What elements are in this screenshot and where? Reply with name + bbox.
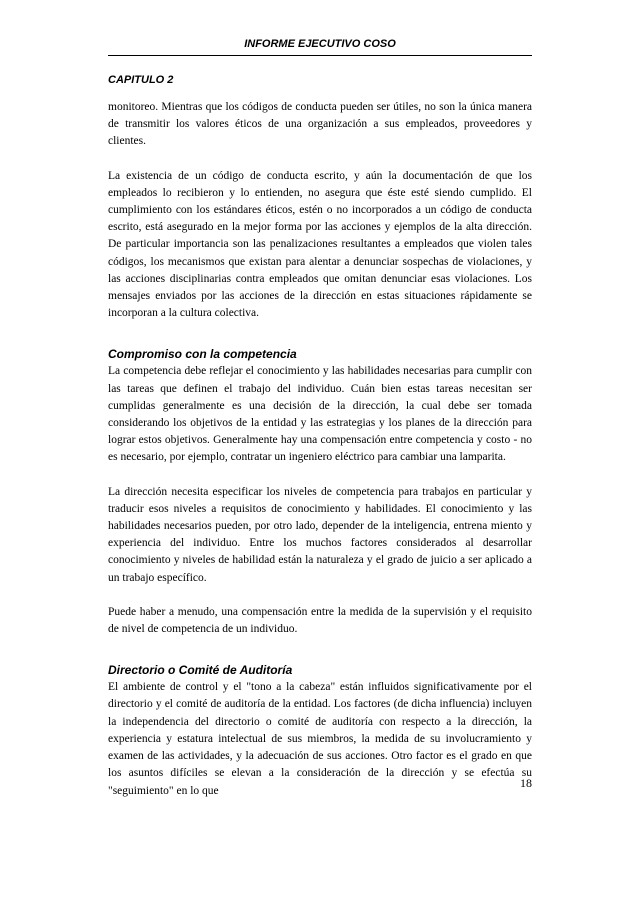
running-header: INFORME EJECUTIVO COSO (244, 38, 396, 50)
paragraph: La dirección necesita especificar los niveles de competencia para trabajos en particular y traducir esos niveles a requisitos de conocimiento y habilidades. El conocimiento y las habilidades necesarios pueden, por otro lado, depender de la inteligencia, entrena miento y experiencia del individuo. Entre los muchos factores considerados al desarrollar conocimiento y niveles de habilidad están la naturaleza y el grado de juicio a ser aplicado a un trabajo específico. (108, 485, 532, 584)
paragraph: La existencia de un código de conducta escrito, y aún la documentación de que los empleados lo recibieron y lo entienden, no asegura que éste esté siendo cumplido. El cumplimiento con los estándares éticos, estén o no incorporados a un código de conducta escrito, está asegurado en la mejor forma por las acciones y ejemplos de la alta dirección. De particular importancia son las penalizaciones resultantes a empleados que violen tales códigos, los mecanismos que existan para alentar a denunciar sospechas de violaciones, y las acciones disciplinarias contra empleados que omitan denunciar esas violaciones. Los mensajes enviados por las acciones de la dirección en estas situaciones rápidamente se incorporan a la cultura colectiva. (108, 169, 532, 320)
section-heading: Directorio o Comité de Auditoría (108, 663, 293, 678)
page-number: 18 (520, 776, 532, 790)
paragraph: La competencia debe reflejar el conocimiento y las habilidades necesarias para cumplir con las tareas que definen el trabajo del individuo. Cuán bien estas tareas necesitan ser cumplidas generalmente es una decisión de la dirección, la cual debe ser tomada considerando los objetivos de la entidad y las estrategias y los planes de la dirección para lograr estos objetivos. Generalmente hay una compensación entre competencia y costo - no es necesario, por ejemplo, contratar un ingeniero eléctrico para cambiar una lamparita. (108, 365, 532, 464)
paragraph: El ambiente de control y el "tono a la cabeza" están influidos significativamente por el directorio y el comité de auditoría de la entidad. Los factores (de dicha influencia) incluyen la independencia del directorio o comité de auditoría con respecto a la dirección, la experiencia y estatura intelectual de sus miembros, la medida de su involucramiento y examen de las actividades, y la adecuación de sus acciones. Otro factor es el grado en que los asuntos difíciles se elevan a la consideración de la dirección y se efectúa su "seguimiento" en lo que (108, 681, 532, 797)
header-rule (108, 55, 532, 56)
paragraph: Puede haber a menudo, una compensación entre la medida de la supervisión y el requisito de nivel de competencia de un individuo. (108, 605, 532, 636)
body-text (108, 99, 532, 800)
section-heading: Compromiso con la competencia (108, 347, 297, 362)
chapter-label: CAPITULO 2 (108, 74, 174, 86)
paragraph: monitoreo. Mientras que los códigos de conducta pueden ser útiles, no son la única manera de transmitir los valores éticos de una organización a sus empleados, proveedores y clientes. (108, 101, 532, 148)
